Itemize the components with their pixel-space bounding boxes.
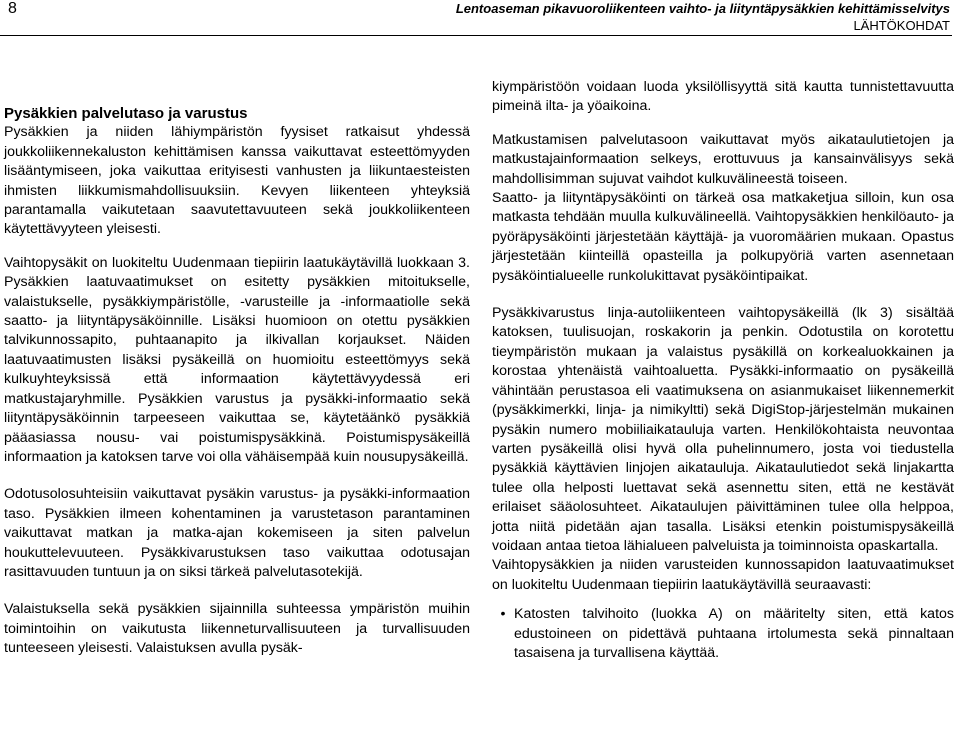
section-label: LÄHTÖKOHDAT xyxy=(853,18,950,33)
paragraph-lighting-continued: kiympäristöön voidaan luoda yksilöllisyyttä sitä kautta tunnistettavuutta pimeinä ilta- ja yöaikoina. xyxy=(492,79,954,115)
running-header xyxy=(456,0,950,34)
list-item xyxy=(492,605,954,663)
document-title: Lentoaseman pikavuoroliikenteen vaihto- ja liityntäpysäkkien kehittämisselvitys xyxy=(455,1,950,16)
paragraph-maintenance-requirements: Vaihtopysäkkien ja niiden varusteiden kunnossapidon laatuvaatimukset on luokiteltu Uudenmaan tiepiirin laatukäytävillä seuraavasti: xyxy=(492,557,954,593)
right-column xyxy=(492,78,954,663)
page-number: 8 xyxy=(8,0,17,17)
paragraph-stop-equipment: Pysäkkivarustus linja-autoliikenteen vaihtopysäkeillä (lk 3) sisältää katoksen, tuulisuojan, roskakorin ja penkin. Odotustila on korotettu tieympäristön mukaan ja valaistus pysäkillä on korkealuokkainen ja korostaa yhtenäistä vaihtoaluetta. Pysäkki-informaatio on pysäkeillä vähintään perustasoa eli vaatimuksena on asianmukaiset liikennemerkit (pysäkkimerkki, linja- ja nimikyltti) sekä DigiStop-järjestelmän mukainen pysäkin numero mobiiliaikatauluja varten. Henkilökohtaista neuvontaa varten pysäkeillä olisi hyvä olla puhelinnumero, josta voi tiedustella pysäkkiä käyttävien linjojen aikatauluja. Aikataulutiedot sekä linjakartta tulee olla helposti luettavat sekä asennettu siten, että ne kestävät erilaiset sääolosuhteet. Aikataulujen päivittäminen tulee olla helppoa, jotta niitä pidetään ajan tasalla. Lisäksi etenkin poistumispysäkeillä voidaan antaa tietoa lähialueen palveluista ja toiminnoista opaskartalla. xyxy=(492,305,954,554)
paragraph-accessibility: Pysäkkien ja niiden lähiympäristön fyysiset ratkaisut yhdessä joukkoliikennekaluston kehittämisen kanssa vaikuttavat esteettömyyden lisääntymiseen, joka vaikuttaa erityisesti vanhusten ja liikuntaesteisten ihmisten liikkumismahdollisuuksiin. Kevyen liikenteen yhteyksiä parantamalla vaikutetaan saavutettavuuteen sekä joukkoliikenteen käytettävyyteen yleisesti. xyxy=(4,124,470,238)
paragraph-lighting: Valaistuksella sekä pysäkkien sijainnilla suhteessa ympäristön muihin toimintoihin on vaikutusta liikenneturvallisuuteen ja turvallisuuden tunteeseen yleisesti. Valaistuksen avulla pysäk- xyxy=(4,601,470,657)
paragraph-waiting-conditions: Odotusolosuhteisiin vaikuttavat pysäkin varustus- ja pysäkki-informaation taso. Pysäkkien ilmeen kohentaminen ja varustetason parantaminen vaikuttavat matkan ja matka-ajan kokemiseen ja siten palvelun houkuttelevuuteen. Pysäkkivarustuksen taso vaikuttaa odotusajan rasittavuuden tuntuun ja on siksi tärkeä palvelutasotekijä. xyxy=(4,486,470,580)
paragraph-quality-requirements: Vaihtopysäkit on luokiteltu Uudenmaan tiepiirin laatukäytävillä luokkaan 3. Pysäkkien laatuvaatimukset on esitetty pysäkkien mitoitukselle, valaistukselle, pysäkkiympäristölle, -varusteille ja -informaatiolle sekä saatto- ja liityntäpysäköinnille. Lisäksi huomioon on otettu pysäkkien talvikunnossapito, puhtaanapito ja ilkivallan korjaukset. Näiden laatuvaatimusten lisäksi pysäkeillä on huomioitu esteettömyys sekä kulkuyhteyksissä että informaation käytettävyydessä eri matkustajaryhmille. Pysäkkien varustus ja pysäkki-informaatio sekä liityntäpysäköinnin tarpeeseen vaikuttaa se, käytetäänkö pysäkkiä pääasiassa nousu- vai poistumispysäkkinä. Poistumispysäkeillä informaation ja katoksen tarve voi olla vähäisempää kuin nousupysäkeillä. xyxy=(4,254,470,465)
bullet-icon: • xyxy=(500,606,506,623)
header-divider xyxy=(0,35,952,36)
section-heading: Pysäkkien palvelutaso ja varustus xyxy=(4,105,248,122)
bullet-text: Katosten talvihoito (luokka A) on määritelty siten, että katos edustoineen on pidettävä puhtaana irtolumesta sekä pinnaltaan tasaisena ja turvallisena käyttää. xyxy=(514,606,954,661)
paragraph-park-and-ride: Saatto- ja liityntäpysäköinti on tärkeä osa matkaketjua silloin, kun osa matkasta tehdään muulla kulkuvälineellä. Vaihtopysäkkien henkilöauto- ja pyöräpysäköinti järjestetään käyttäjä- ja vuoromäärien mukaan. Opastus järjestetään kiinteillä opasteilla ja polkupyöriä varten asennetaan pysäköintialueelle runkolukittavat pysäköintipaikat. xyxy=(492,190,954,284)
left-column xyxy=(4,104,470,659)
paragraph-information-clarity: Matkustamisen palvelutasoon vaikuttavat myös aikataulutietojen ja matkustajainformaation selkeys, erottuvuus ja kansainvälisyys sekä mahdollisimman sujuvat vaihdot kulkuvälineestä toiseen. xyxy=(492,131,954,187)
